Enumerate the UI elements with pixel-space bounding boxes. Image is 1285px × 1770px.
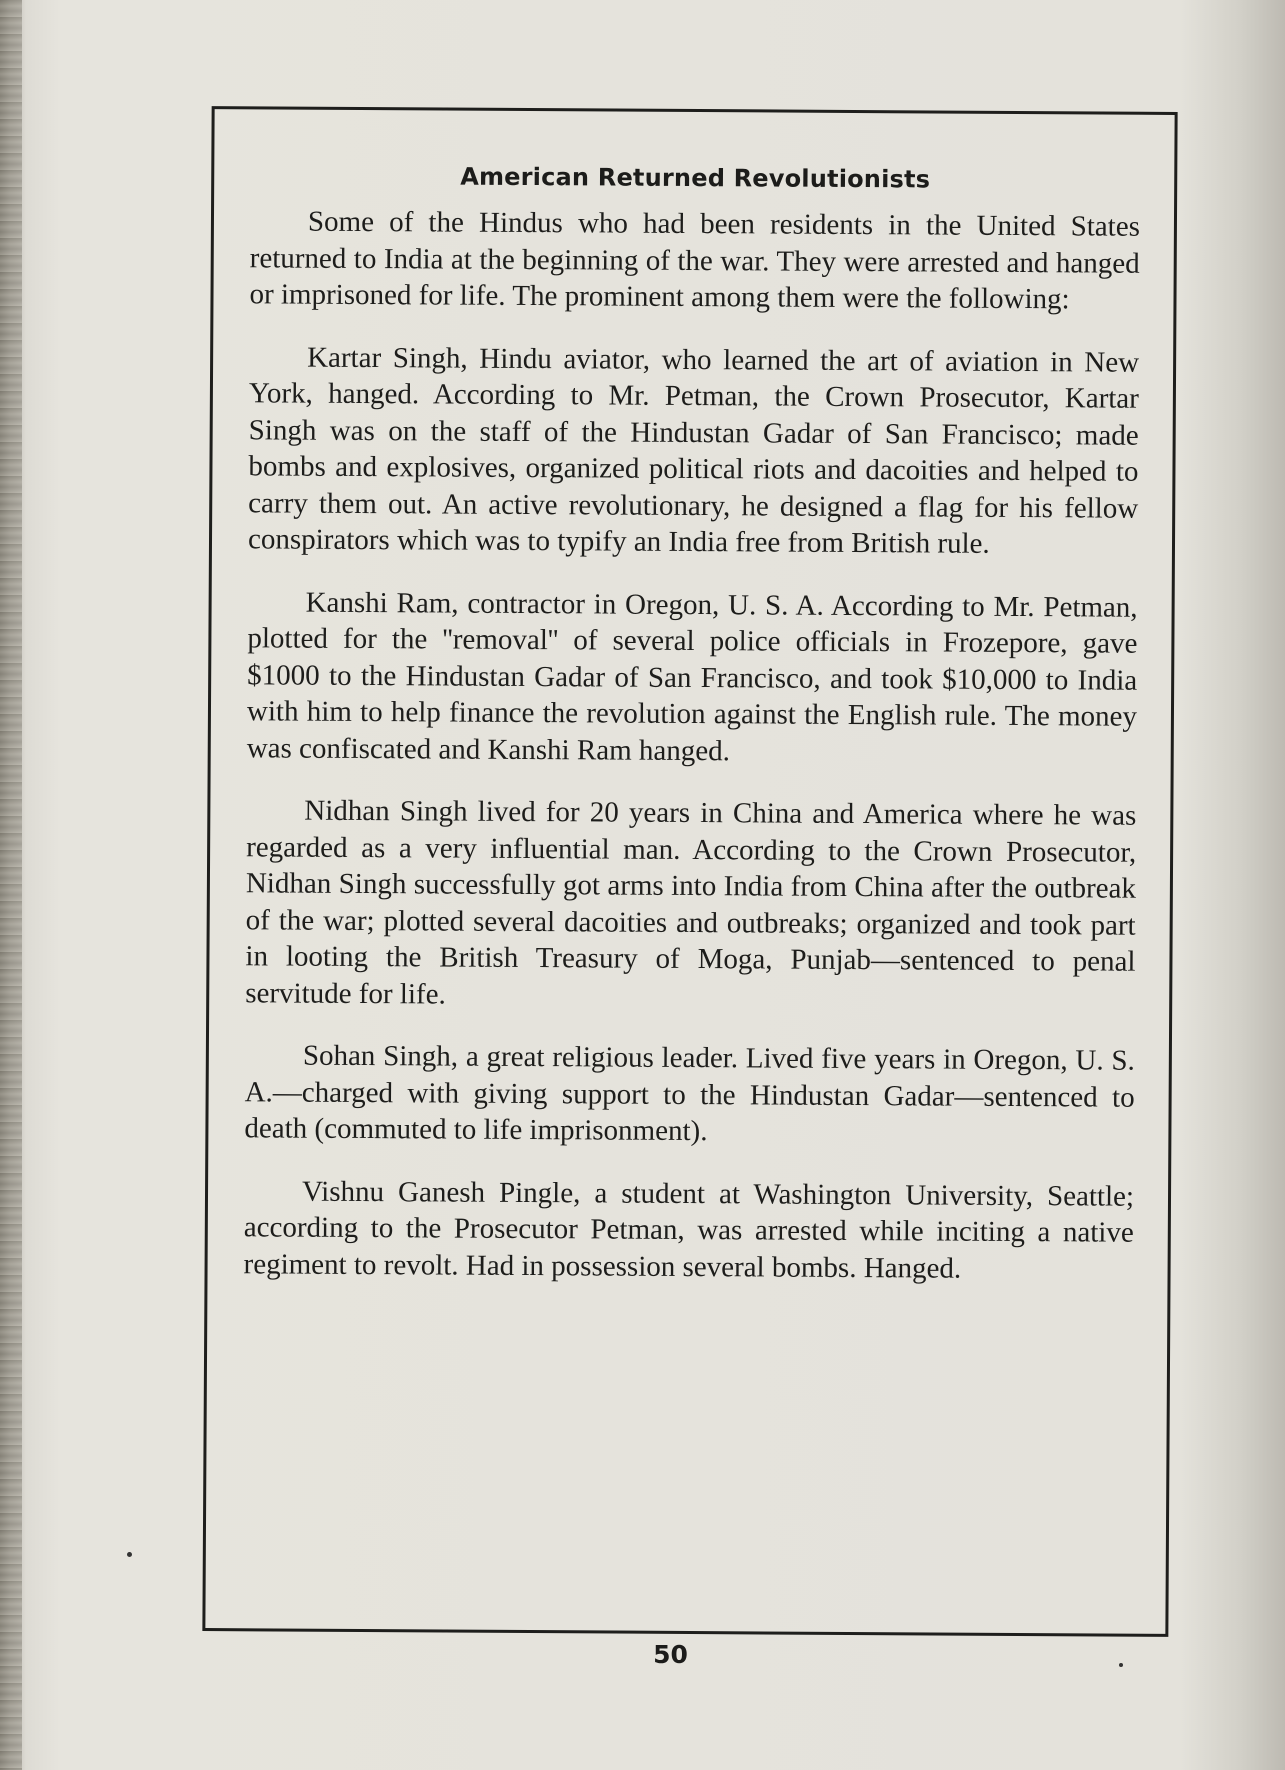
paragraph-kanshi-ram: Kanshi Ram, contractor in Oregon, U. S. A. According to Mr. Petman, plotted for the ''removal'' of several police officials in Frozepore, gave $1000 to the Hindustan Gadar of San Francisco, and took $10,000 to India with him to help finance the revolution against the English rule. The money was confiscated and Kanshi Ram hanged. [246, 586, 1138, 767]
paragraph-intro: Some of the Hindus who had been residents in the United States returned to India at the beginning of the war. They were arrested and hanged or imprisoned for life. The prominent among them were the following: [249, 205, 1141, 316]
book-binding-edge [0, 0, 22, 1770]
paragraph-nidhan-singh: Nidhan Singh lived for 20 years in China and America where he was regarded as a very influential man. According to the Crown Prosecutor, Nidhan Singh successfully got arms into India from China after the outbreak of the war; plotted several dacoities and outbreaks; organized and took part in looting the British Treasury of Moga, Punjab—sentenced to penal servitude for life. [245, 794, 1137, 1011]
page-number: 50 [653, 1640, 688, 1669]
paragraph-vishnu-ganesh-pingle: Vishnu Ganesh Pingle, a student at Washington University, Seattle; according to the Prosecutor Petman, was arrested while inciting a native regiment to revolt. Had in possession several bombs. Hanged. [243, 1175, 1135, 1285]
ink-speck [127, 1552, 132, 1557]
paragraph-sohan-singh: Sohan Singh, a great religious leader. Lived five years in Oregon, U. S. A.—charged with giving support to the Hindustan Gadar—sentenced to death (commuted to life imprisonment). [244, 1039, 1135, 1148]
section-heading: American Returned Revolutionists [460, 162, 931, 194]
bordered-text-frame [202, 106, 1177, 1637]
ink-speck [1119, 1663, 1123, 1667]
paragraph-kartar-singh: Kartar Singh, Hindu aviator, who learned the art of aviation in New York, hanged. According to Mr. Petman, the Crown Prosecutor, Kartar Singh was on the staff of the Hindustan Gadar of San Francisco; made bombs and explosives, organized political riots and dacoities and helped to carry them out. An active revolutionary, he designed a flag for his fellow conspirators which was to typify an India free from British rule. [247, 341, 1140, 560]
